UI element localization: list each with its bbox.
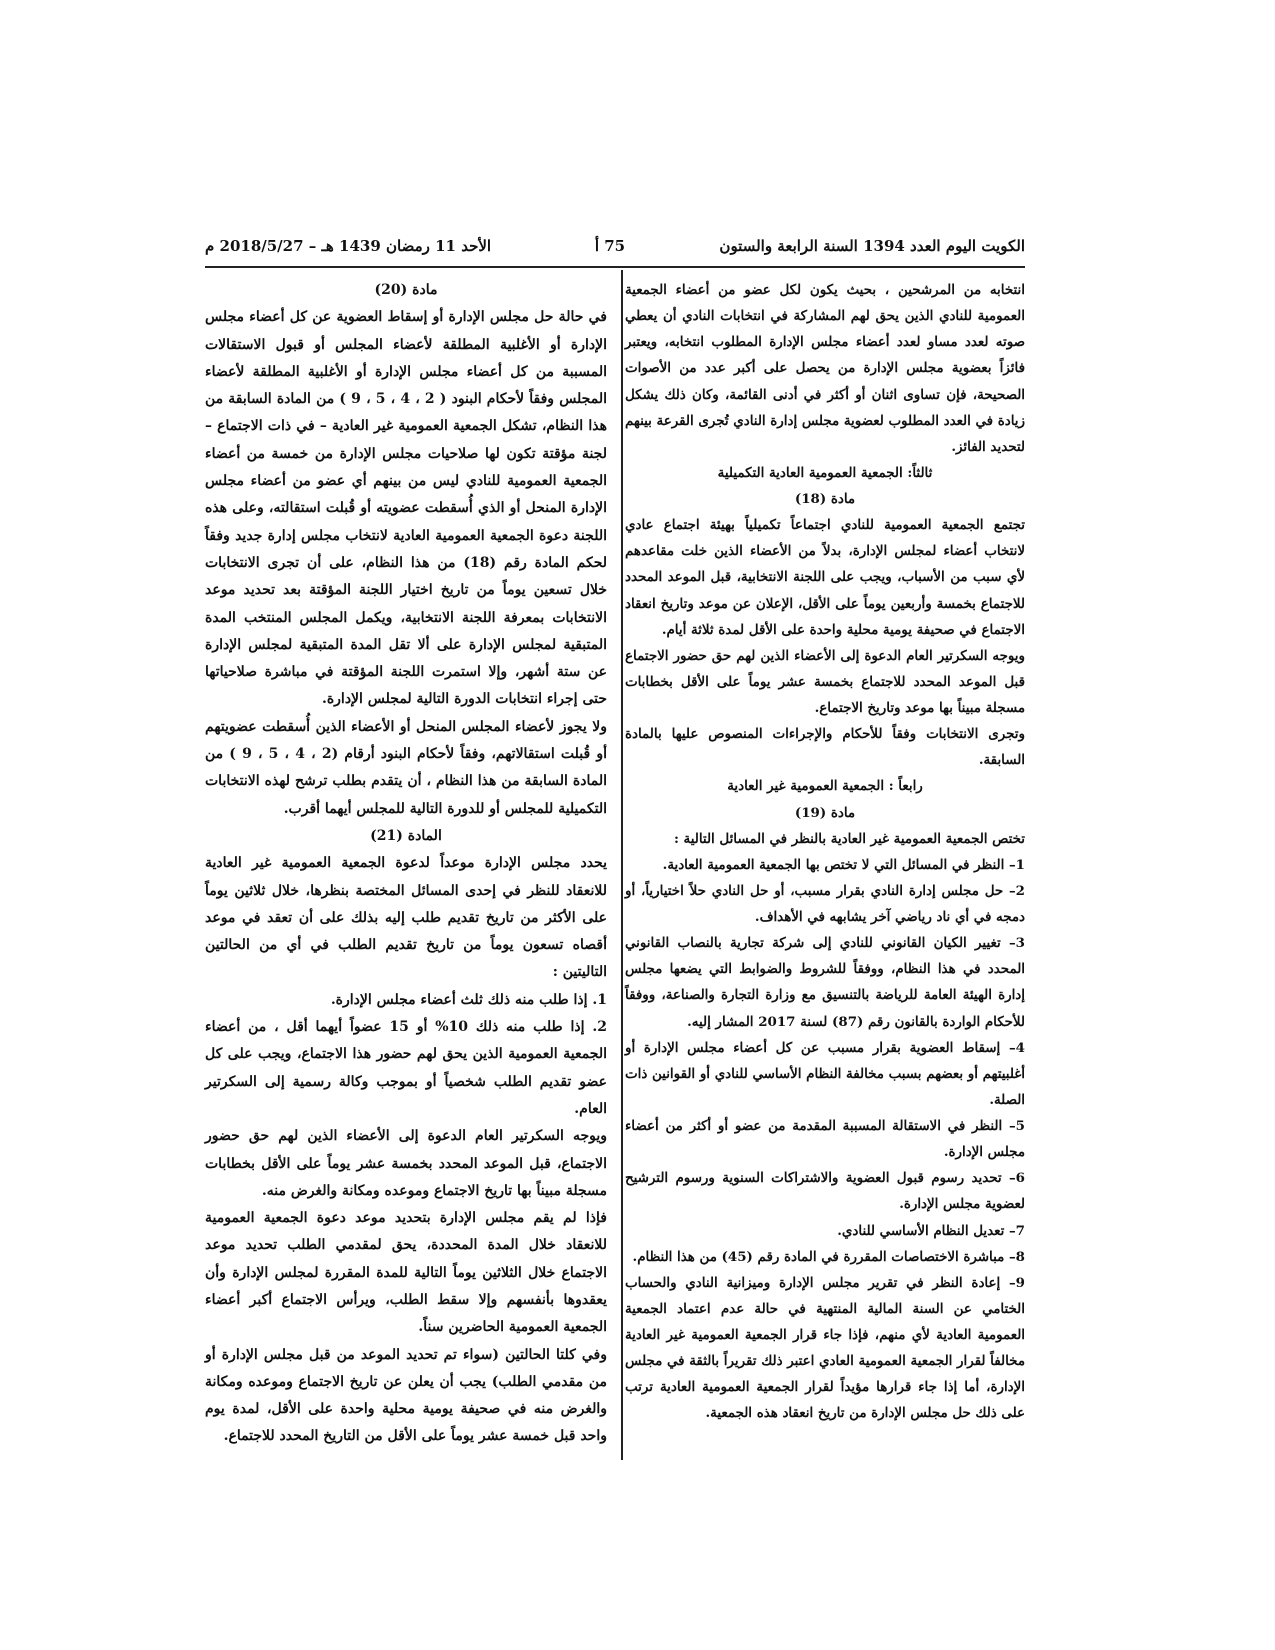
article-paragraph: يحدد مجلس الإدارة موعداً لدعوة الجمعية العمومية غير العادية للانعقاد للنظر في إحدى المسائل المختصة بنظرها، خلال ثلاثين يوماً على الأكثر من تاريخ تقديم طلب إليه بذلك على أن تعقد في موعد أقصاه تسعون يوماً من تاريخ تقديم الطلب في أي من الحالتين التاليتين : <box>205 855 607 981</box>
article-paragraph: انتخابه من المرشحين ، بحيث يكون لكل عضو من أعضاء الجمعية العمومية للنادي الذين يحق لهم المشاركة في انتخابات النادي أن يعطي صوته لعدد مساو لعدد أعضاء مجلس الإدارة المطلوب انتخابه، ويعتبر فائزاً بعضوية مجلس الإدارة من يحصل على أكبر عدد من الأصوات الصحيحة، فإن تساوى اثنان أو أكثر في أدنى القائمة، وكان ذلك يشكل زيادة في العدد المطلوب لعضوية مجلس إدارة النادي تُجرى القرعة بينهم لتحديد الفائز. <box>625 282 1025 455</box>
article-paragraph: تختص الجمعية العمومية غير العادية بالنظر في المسائل التالية : <box>673 830 1025 847</box>
article-paragraph: 7– تعديل النظام الأساسي للنادي. <box>837 1222 1025 1239</box>
article-paragraph: وتجرى الانتخابات وفقاً للأحكام والإجراءات المنصوص عليها بالمادة السابقة. <box>625 726 1025 769</box>
header-date: الأحد 11 رمضان 1439 هـ – 2018/5/27 م <box>205 237 492 255</box>
article-paragraph: 2– حل مجلس إدارة النادي بقرار مسبب، أو حل النادي حلاً اختيارياً، أو دمجه في أي ناد رياضي آخر يشابهه في الأهداف. <box>625 882 1025 925</box>
article-paragraph: 9– إعادة النظر في تقرير مجلس الإدارة وميزانية النادي والحساب الختامي عن السنة المالية المنتهية في حالة عدم اعتماد الجمعية العمومية العادية لأي منهم، فإذا جاء قرار الجمعية العمومية غير العادية مخالفاً لقرار الجمعية العمومية العادي اعتبر ذلك تقريراً بالثقة في مجلس الإدارة، أما إذا جاء قرارها مؤيداً لقرار الجمعية العمومية العادية ترتب على ذلك حل مجلس الإدارة من تاريخ انعقاد هذه الجمعية. <box>625 1274 1025 1422</box>
article-paragraph: فإذا لم يقم مجلس الإدارة بتحديد موعد دعوة الجمعية العمومية للانعقاد خلال المدة المحددة، يحق لمقدمي الطلب تحديد موعد الاجتماع خلال الثلاثين يوماً التالية للمدة المقررة لمجلس الإدارة وأن يعقدوها بأنفسهم وإلا سقط الطلب، ويرأس الاجتماع أكبر أعضاء الجمعية العمومية الحاضرين سناً. <box>205 1210 607 1336</box>
article-heading: المادة (21) <box>370 827 442 844</box>
header-page-number: 75 أ <box>594 237 626 255</box>
article-paragraph: 1. إذا طلب منه ذلك ثلث أعضاء مجلس الإدارة. <box>330 991 607 1008</box>
article-paragraph: 2. إذا طلب منه ذلك 10% أو 15 عضواً أيهما أقل ، من أعضاء الجمعية العمومية الذين يحق لهم حضور هذا الاجتماع، ويجب على كل عضو تقديم الطلب شخصياً أو بموجب وكالة رسمية إلى السكرتير العام. <box>205 1019 607 1117</box>
left-column <box>205 277 607 1451</box>
article-paragraph: ولا يجوز لأعضاء المجلس المنحل أو الأعضاء الذين أُسقطت عضويتهم أو قُبلت استقالاتهم، وفقاً لأحكام البنود أرقام (2 ، 4 ، 5 ، 9 ) من المادة السابقة من هذا النظام ، أن يتقدم بطلب ترشح لهذه الانتخابات التكميلية للمجلس أو للدورة التالية للمجلس أيهما أقرب. <box>205 718 607 817</box>
article-heading: ثالثاً: الجمعية العمومية العادية التكميلية <box>717 464 933 481</box>
article-paragraph: 3– تغيير الكيان القانوني للنادي إلى شركة تجارية بالنصاب القانوني المحدد في هذا النظام، ووفقاً للشروط والضوابط التي يضعها مجلس إدارة الهيئة العامة للرياضة بالتنسيق مع وزارة التجارة والصناعة، ووفقاً للأحكام الواردة بالقانون رقم (87) لسنة 2017 المشار إليه. <box>625 935 1025 1030</box>
article-paragraph: وفي كلتا الحالتين (سواء تم تحديد الموعد من قبل مجلس الإدارة أو من مقدمي الطلب) يجب أن يعلن عن تاريخ الاجتماع وموعده ومكانة والغرض منه في صحيفة يومية محلية واحدة على الأقل، لمدة يوم واحد قبل خمسة عشر يوماً على الأقل من التاريخ المحدد للاجتماع. <box>205 1346 607 1445</box>
article-heading: مادة (18) <box>794 491 856 507</box>
article-paragraph: 1– النظر في المسائل التي لا تختص بها الجمعية العمومية العادية. <box>662 856 1025 873</box>
article-paragraph: 8– مباشرة الاختصاصات المقررة في المادة رقم (45) من هذا النظام. <box>632 1248 1025 1265</box>
article-heading: مادة (19) <box>794 804 856 821</box>
column-divider <box>621 270 623 1460</box>
article-paragraph: 4– إسقاط العضوية بقرار مسبب عن كل أعضاء مجلس الإدارة أو أغلبيتهم أو بعضهم بسبب مخالفة النظام الأساسي للنادي أو القوانين ذات الصلة. <box>625 1039 1025 1108</box>
article-paragraph: 6– تحديد رسوم قبول العضوية والاشتراكات السنوية ورسوم الترشيح لعضوية مجلس الإدارة. <box>625 1170 1025 1213</box>
article-heading: رابعاً : الجمعية العمومية غير العادية <box>727 778 923 795</box>
header-rule <box>205 266 1025 268</box>
article-paragraph: ويوجه السكرتير العام الدعوة إلى الأعضاء الذين لهم حق حضور الاجتماع قبل الموعد المحدد للاجتماع بخمسة عشر يوماً على الأقل بخطابات مسجلة مبيناً بها موعد وتاريخ الاجتماع. <box>625 647 1025 716</box>
article-paragraph: ويوجه السكرتير العام الدعوة إلى الأعضاء الذين لهم حق حضور الاجتماع، قبل الموعد المحدد بخمسة عشر يوماً على الأقل بخطابات مسجلة مبيناً بها تاريخ الاجتماع وموعده ومكانة والغرض منه. <box>205 1128 607 1199</box>
header-issue-info: الكويت اليوم العدد 1394 السنة الرابعة والستون <box>719 237 1025 255</box>
article-paragraph: 5– النظر في الاستقالة المسببة المقدمة من عضو أو أكثر من أعضاء مجلس الإدارة. <box>625 1118 1025 1161</box>
article-heading: مادة (20) <box>374 282 438 298</box>
page-header <box>205 233 1025 263</box>
article-paragraph: في حالة حل مجلس الإدارة أو إسقاط العضوية عن كل أعضاء مجلس الإدارة أو الأغلبية المطلقة لأعضاء المجلس أو قبول الاستقالات المسببة من كل أعضاء مجلس الإدارة أو الأغلبية المطلقة لأعضاء المجلس وفقاً لأحكام البنود ( 2 ، 4 ، 5 ، 9 ) من المادة السابقة من هذا النظام، تشكل الجمعية العمومية غير العادية – في ذات الاجتماع – لجنة مؤقتة تكون لها صلاحيات مجلس الإدارة من خمسة من أعضاء الجمعية العمومية للنادي ليس من بينهم أي عضو من أعضاء مجلس الإدارة المنحل أو الذي أُسقطت عضويته أو قُبلت استقالته، وعلى هذه اللجنة دعوة الجمعية العمومية العادية لانتخاب مجلس إدارة جديد وفقاً لحكم المادة رقم (18) من هذا النظام، على أن تجرى الانتخابات خلال تسعين يوماً من تاريخ اختيار اللجنة المؤقتة بعد تحديد موعد الانتخابات بمعرفة اللجنة الانتخابية، ويكمل المجلس المنتخب المدة المتبقية لمجلس الإدارة على ألا تقل المدة المتبقية لمجلس الإدارة عن ستة أشهر، وإلا استمرت اللجنة المؤقتة في مباشرة صلاحياتها حتى إجراء انتخابات الدورة التالية لمجلس الإدارة. <box>205 309 608 708</box>
right-column <box>625 277 1025 1427</box>
article-paragraph: تجتمع الجمعية العمومية للنادي اجتماعاً تكميلياً بهيئة اجتماع عادي لانتخاب أعضاء لمجلس الإدارة، بدلاً من الأعضاء الذين خلت مقاعدهم لأي سبب من الأسباب، ويجب على اللجنة الانتخابية، قبل الموعد المحدد للاجتماع بخمسة وأربعين يوماً على الأقل، الإعلان عن موعد وتاريخ انعقاد الاجتماع في صحيفة يومية محلية واحدة على الأقل لمدة ثلاثة أيام. <box>625 517 1025 638</box>
